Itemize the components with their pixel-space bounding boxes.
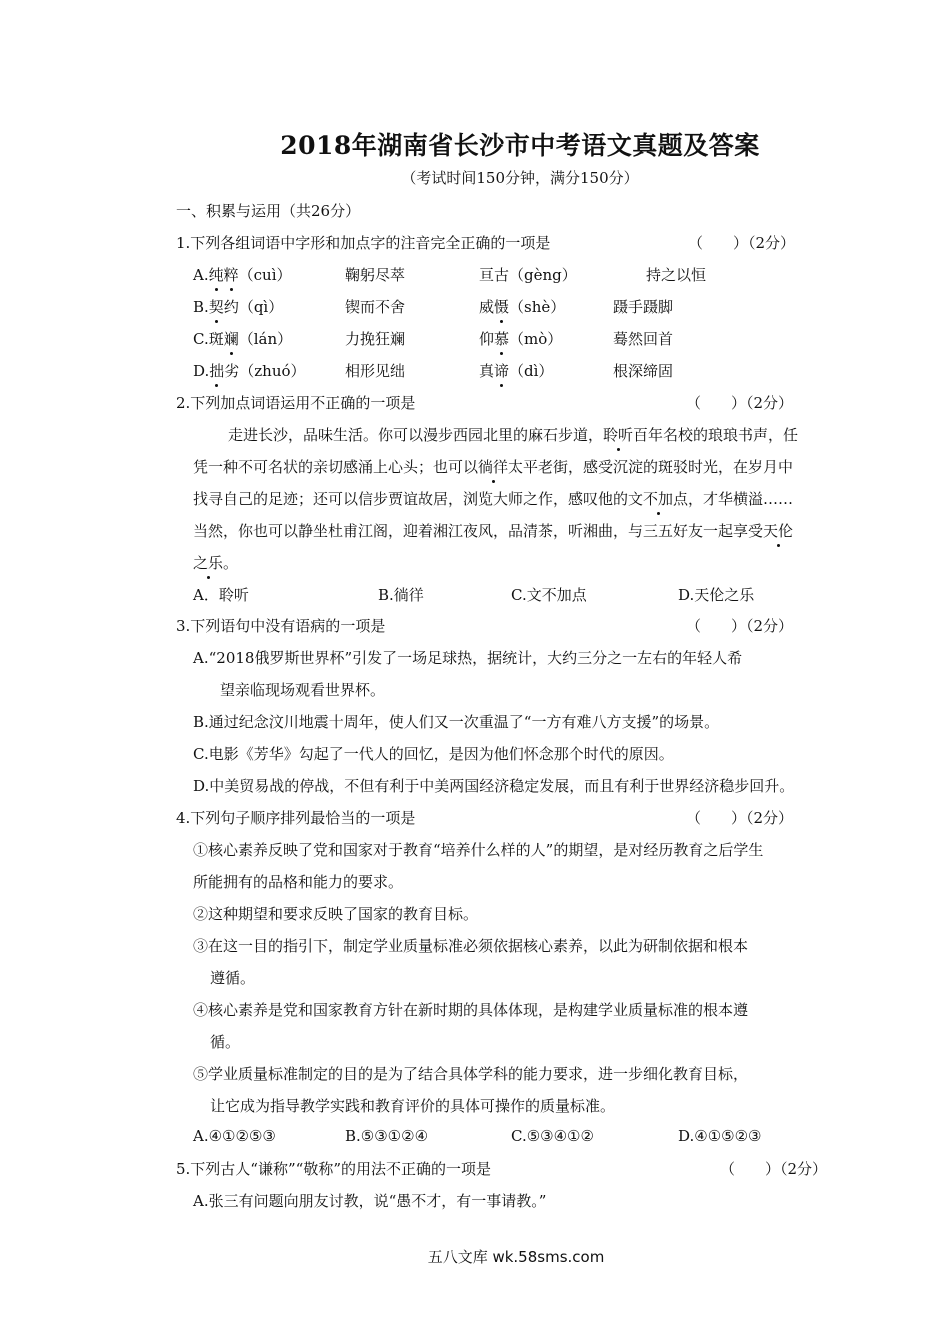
- q1-option-c: C.斑斓（lán）: [193, 330, 293, 348]
- q2-option-c: C.文不加点: [511, 586, 587, 604]
- q2-stem: 2.下列加点词语运用不正确的一项是: [176, 394, 416, 412]
- page-footer-watermark: 五八文库 wk.58sms.com: [427, 1248, 605, 1266]
- q4-sentence-3-cont: 遵循。: [210, 969, 256, 987]
- q1-d-word4: 根深缔固: [613, 362, 674, 380]
- q2-option-d: D.天伦之乐: [678, 586, 755, 604]
- q1-b-word3: 威慑（shè）: [479, 298, 566, 316]
- q1-option-d: D.拙劣（zhuó）: [193, 362, 306, 380]
- q1-b-word2: 锲而不舍: [345, 298, 406, 316]
- q4-sentence-4: ④核心素养是党和国家教育方针在新时期的具体体现，是构建学业质量标准的根本遵: [193, 1001, 749, 1019]
- q4-sentence-5-cont: 让它成为指导教学实践和教育评价的具体可操作的质量标准。: [210, 1097, 616, 1115]
- q3-option-d: D.中美贸易战的停战，不但有利于中美两国经济稳定发展，而且有利于世界经济稳步回升。: [193, 777, 795, 795]
- q2-option-a: A．聆听: [193, 586, 249, 604]
- q3-option-a-cont: 望亲临现场观看世界杯。: [220, 681, 386, 699]
- q1-a-word3: 亘古（gèng）: [479, 266, 577, 284]
- q2-passage-line-3: 找寻自己的足迹；还可以信步贾谊故居，浏览大师之作，感叹他的文不加点，才华横溢……: [193, 490, 794, 508]
- q1-c-word2: 力挽狂斓: [345, 330, 406, 348]
- q1-d-word2: 相形见绌: [345, 362, 406, 380]
- q4-option-a: A.④①②⑤③: [193, 1127, 276, 1145]
- q1-score: （ ）（2分）: [688, 234, 796, 252]
- q1-option-b: B.契约（qì）: [193, 298, 284, 316]
- section-heading: 一、积累与运用（共26分）: [176, 202, 361, 220]
- q1-c-word4: 蓦然回首: [613, 330, 674, 348]
- q5-option-a: A.张三有问题向朋友讨教，说“愚不才，有一事请教。”: [193, 1192, 547, 1210]
- q3-option-b: B.通过纪念汶川地震十周年，使人们又一次重温了“一方有难八方支援”的场景。: [193, 713, 720, 731]
- q1-option-a: A.纯粹（cuì）: [193, 266, 292, 284]
- q5-stem: 5.下列古人“谦称”“敬称”的用法不正确的一项是: [176, 1160, 491, 1178]
- q4-sentence-3: ③在这一目的指引下，制定学业质量标准必须依据核心素养，以此为研制依据和根本: [193, 937, 749, 955]
- q2-score: （ ）（2分）: [686, 394, 794, 412]
- q1-stem: 1.下列各组词语中字形和加点字的注音完全正确的一项是: [176, 234, 551, 252]
- q1-c-word3: 仰慕（mò）: [479, 330, 563, 348]
- q1-d-word3: 真谛（dì）: [479, 362, 554, 380]
- q4-option-c: C.⑤③④①②: [511, 1127, 594, 1145]
- q4-sentence-2: ②这种期望和要求反映了国家的教育目标。: [193, 905, 479, 923]
- q4-stem: 4.下列句子顺序排列最恰当的一项是: [176, 809, 416, 827]
- q2-option-b: B.徜徉: [378, 586, 424, 604]
- q3-option-c: C.电影《芳华》勾起了一代人的回忆，是因为他们怀念那个时代的原因。: [193, 745, 674, 763]
- q1-b-word4: 蹑手蹑脚: [613, 298, 674, 316]
- q1-a-word4: 持之以恒: [646, 266, 707, 284]
- q3-score: （ ）（2分）: [686, 617, 794, 635]
- q2-passage-line-5: 之乐。: [193, 554, 239, 572]
- q4-sentence-1: ①核心素养反映了党和国家对于教育“培养什么样的人”的期望，是对经历教育之后学生: [193, 841, 764, 859]
- q4-sentence-4-cont: 循。: [210, 1033, 241, 1051]
- q3-stem: 3.下列语句中没有语病的一项是: [176, 617, 386, 635]
- page-title: 2018年湖南省长沙市中考语文真题及答案: [280, 131, 760, 160]
- exam-info: （考试时间150分钟，满分150分）: [401, 169, 639, 187]
- q1-a-word2: 鞠躬尽萃: [345, 266, 406, 284]
- q4-sentence-5: ⑤学业质量标准制定的目的是为了结合具体学科的能力要求，进一步细化教育目标，: [193, 1065, 749, 1083]
- q4-option-b: B.⑤③①②④: [345, 1127, 429, 1145]
- q2-passage-line-2: 凭一种不可名状的亲切感涌上心头；也可以徜徉太平老街，感受沉淀的斑驳时光，在岁月中: [193, 458, 794, 476]
- q4-score: （ ）（2分）: [686, 809, 794, 827]
- q2-passage-line-4: 当然，你也可以静坐杜甫江阁，迎着湘江夜风，品清茶，听湘曲，与三五好友一起享受天伦: [193, 522, 794, 540]
- q2-passage-line-1: 走进长沙，品味生活。你可以漫步西园北里的麻石步道，聆听百年名校的琅琅书声，任: [228, 426, 799, 444]
- q4-option-d: D.④①⑤②③: [678, 1127, 762, 1145]
- q4-sentence-1-cont: 所能拥有的品格和能力的要求。: [193, 873, 404, 891]
- q5-score: （ ）（2分）: [720, 1160, 828, 1178]
- q3-option-a: A.“2018俄罗斯世界杯”引发了一场足球热，据统计，大约三分之一左右的年轻人希: [193, 649, 743, 667]
